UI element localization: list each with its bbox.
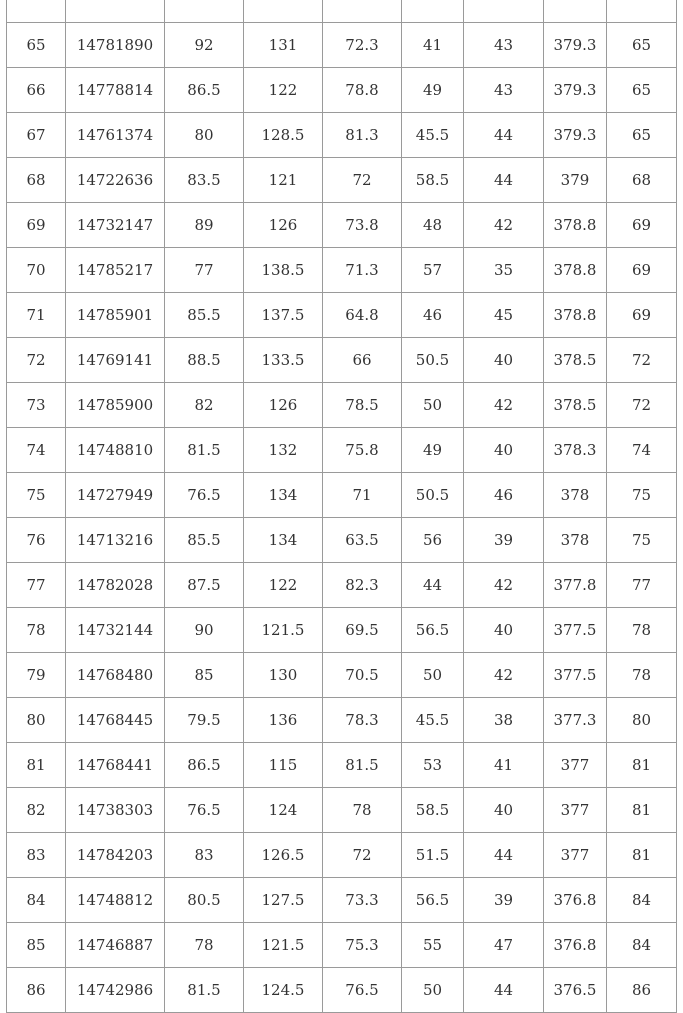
score-table: [6, 0, 677, 1013]
total-cell: 378.3: [544, 428, 607, 473]
id-cell: 14769141: [66, 338, 165, 383]
rank-cell: 75: [7, 473, 66, 518]
position-cell: 69: [607, 293, 677, 338]
total-cell: 378.8: [544, 293, 607, 338]
score-cell: 39: [464, 518, 544, 563]
position-cell: 84: [607, 923, 677, 968]
score-cell: 51.5: [402, 833, 464, 878]
score-cell: 48: [402, 203, 464, 248]
score-cell: 44: [464, 113, 544, 158]
total-cell: 378.5: [544, 338, 607, 383]
table-row: [7, 698, 677, 743]
table-row: [7, 608, 677, 653]
score-cell: 86.5: [165, 743, 244, 788]
total-cell: 379: [544, 158, 607, 203]
table-row: [7, 833, 677, 878]
position-cell: 86: [607, 968, 677, 1013]
score-cell: 44: [464, 158, 544, 203]
score-cell: 44: [464, 968, 544, 1013]
score-cell: 40: [464, 338, 544, 383]
score-cell: 136: [244, 698, 323, 743]
table-row: [7, 158, 677, 203]
score-cell: 76.5: [165, 788, 244, 833]
id-cell: 14732147: [66, 203, 165, 248]
score-cell: 44: [464, 833, 544, 878]
score-cell: 80.5: [165, 878, 244, 923]
table-cell: [66, 0, 165, 23]
position-cell: 81: [607, 833, 677, 878]
rank-cell: 69: [7, 203, 66, 248]
position-cell: 80: [607, 698, 677, 743]
id-cell: 14768445: [66, 698, 165, 743]
score-cell: 82: [165, 383, 244, 428]
table-row: [7, 248, 677, 293]
score-cell: 83.5: [165, 158, 244, 203]
score-cell: 56.5: [402, 608, 464, 653]
table-cell: [323, 0, 402, 23]
score-cell: 89: [165, 203, 244, 248]
score-cell: 41: [402, 23, 464, 68]
score-cell: 70.5: [323, 653, 402, 698]
total-cell: 378.8: [544, 248, 607, 293]
score-cell: 73.8: [323, 203, 402, 248]
rank-cell: 66: [7, 68, 66, 113]
rank-cell: 73: [7, 383, 66, 428]
table-row: [7, 653, 677, 698]
position-cell: 75: [607, 518, 677, 563]
score-cell: 81.5: [165, 968, 244, 1013]
score-cell: 124: [244, 788, 323, 833]
id-cell: 14713216: [66, 518, 165, 563]
id-cell: 14778814: [66, 68, 165, 113]
score-cell: 85.5: [165, 518, 244, 563]
rank-cell: 79: [7, 653, 66, 698]
score-cell: 78: [323, 788, 402, 833]
id-cell: 14727949: [66, 473, 165, 518]
rank-cell: 77: [7, 563, 66, 608]
total-cell: 378: [544, 518, 607, 563]
position-cell: 65: [607, 68, 677, 113]
position-cell: 72: [607, 383, 677, 428]
score-cell: 45: [464, 293, 544, 338]
score-cell: 75.8: [323, 428, 402, 473]
table-cell: [244, 0, 323, 23]
table-row: [7, 68, 677, 113]
score-cell: 56: [402, 518, 464, 563]
id-cell: 14742986: [66, 968, 165, 1013]
score-cell: 83: [165, 833, 244, 878]
id-cell: 14732144: [66, 608, 165, 653]
score-cell: 50: [402, 383, 464, 428]
id-cell: 14722636: [66, 158, 165, 203]
total-cell: 378.8: [544, 203, 607, 248]
score-cell: 43: [464, 23, 544, 68]
score-cell: 88.5: [165, 338, 244, 383]
score-cell: 76.5: [165, 473, 244, 518]
rank-cell: 80: [7, 698, 66, 743]
score-cell: 46: [402, 293, 464, 338]
score-cell: 122: [244, 68, 323, 113]
score-cell: 64.8: [323, 293, 402, 338]
table-row: [7, 203, 677, 248]
score-cell: 134: [244, 518, 323, 563]
score-cell: 39: [464, 878, 544, 923]
table-row: [7, 563, 677, 608]
id-cell: 14785217: [66, 248, 165, 293]
id-cell: 14746887: [66, 923, 165, 968]
id-cell: 14768441: [66, 743, 165, 788]
score-cell: 45.5: [402, 698, 464, 743]
id-cell: 14748810: [66, 428, 165, 473]
table-row: [7, 743, 677, 788]
score-cell: 42: [464, 383, 544, 428]
table-cell: [7, 0, 66, 23]
table-row-top-stub: [7, 0, 677, 23]
score-cell: 126.5: [244, 833, 323, 878]
table-row: [7, 428, 677, 473]
score-cell: 40: [464, 608, 544, 653]
table-row: [7, 878, 677, 923]
total-cell: 377.5: [544, 653, 607, 698]
total-cell: 377: [544, 743, 607, 788]
id-cell: 14761374: [66, 113, 165, 158]
score-cell: 49: [402, 68, 464, 113]
position-cell: 69: [607, 203, 677, 248]
rank-cell: 67: [7, 113, 66, 158]
score-cell: 72: [323, 158, 402, 203]
total-cell: 378: [544, 473, 607, 518]
score-cell: 85: [165, 653, 244, 698]
score-cell: 76.5: [323, 968, 402, 1013]
position-cell: 77: [607, 563, 677, 608]
table-row: [7, 23, 677, 68]
total-cell: 376.5: [544, 968, 607, 1013]
score-cell: 46: [464, 473, 544, 518]
score-cell: 78.3: [323, 698, 402, 743]
table-cell: [464, 0, 544, 23]
table-cell: [402, 0, 464, 23]
table-row: [7, 473, 677, 518]
score-cell: 121.5: [244, 608, 323, 653]
score-cell: 121.5: [244, 923, 323, 968]
total-cell: 379.3: [544, 113, 607, 158]
score-cell: 126: [244, 383, 323, 428]
total-cell: 379.3: [544, 68, 607, 113]
score-cell: 50.5: [402, 473, 464, 518]
table-row: [7, 968, 677, 1013]
rank-cell: 76: [7, 518, 66, 563]
score-cell: 87.5: [165, 563, 244, 608]
rank-cell: 86: [7, 968, 66, 1013]
score-cell: 56.5: [402, 878, 464, 923]
score-cell: 132: [244, 428, 323, 473]
table-row: [7, 518, 677, 563]
score-cell: 81.5: [323, 743, 402, 788]
score-cell: 45.5: [402, 113, 464, 158]
score-cell: 78: [165, 923, 244, 968]
score-cell: 134: [244, 473, 323, 518]
rank-cell: 84: [7, 878, 66, 923]
score-cell: 126: [244, 203, 323, 248]
score-cell: 78.8: [323, 68, 402, 113]
score-cell: 40: [464, 428, 544, 473]
score-cell: 78.5: [323, 383, 402, 428]
score-cell: 75.3: [323, 923, 402, 968]
score-cell: 85.5: [165, 293, 244, 338]
total-cell: 377: [544, 833, 607, 878]
score-cell: 41: [464, 743, 544, 788]
total-cell: 377.8: [544, 563, 607, 608]
score-cell: 42: [464, 203, 544, 248]
score-cell: 50.5: [402, 338, 464, 383]
rank-cell: 65: [7, 23, 66, 68]
score-cell: 53: [402, 743, 464, 788]
score-cell: 81.3: [323, 113, 402, 158]
table-row: [7, 923, 677, 968]
id-cell: 14781890: [66, 23, 165, 68]
score-cell: 50: [402, 653, 464, 698]
score-cell: 50: [402, 968, 464, 1013]
position-cell: 72: [607, 338, 677, 383]
score-cell: 80: [165, 113, 244, 158]
score-cell: 71: [323, 473, 402, 518]
table-row: [7, 338, 677, 383]
score-cell: 58.5: [402, 158, 464, 203]
score-cell: 86.5: [165, 68, 244, 113]
table-cell: [165, 0, 244, 23]
score-cell: 38: [464, 698, 544, 743]
score-cell: 138.5: [244, 248, 323, 293]
table-cell: [607, 0, 677, 23]
score-cell: 42: [464, 563, 544, 608]
score-cell: 43: [464, 68, 544, 113]
rank-cell: 72: [7, 338, 66, 383]
total-cell: 377: [544, 788, 607, 833]
total-cell: 379.3: [544, 23, 607, 68]
score-cell: 73.3: [323, 878, 402, 923]
score-cell: 40: [464, 788, 544, 833]
position-cell: 75: [607, 473, 677, 518]
id-cell: 14748812: [66, 878, 165, 923]
score-cell: 127.5: [244, 878, 323, 923]
score-cell: 35: [464, 248, 544, 293]
rank-cell: 83: [7, 833, 66, 878]
table-row: [7, 788, 677, 833]
score-table-body: [7, 0, 677, 1013]
rank-cell: 82: [7, 788, 66, 833]
table-cell: [544, 0, 607, 23]
position-cell: 68: [607, 158, 677, 203]
score-cell: 81.5: [165, 428, 244, 473]
score-cell: 49: [402, 428, 464, 473]
id-cell: 14738303: [66, 788, 165, 833]
rank-cell: 78: [7, 608, 66, 653]
score-cell: 63.5: [323, 518, 402, 563]
total-cell: 376.8: [544, 923, 607, 968]
score-cell: 71.3: [323, 248, 402, 293]
score-cell: 131: [244, 23, 323, 68]
total-cell: 377.5: [544, 608, 607, 653]
score-cell: 130: [244, 653, 323, 698]
total-cell: 376.8: [544, 878, 607, 923]
score-cell: 128.5: [244, 113, 323, 158]
score-cell: 92: [165, 23, 244, 68]
position-cell: 84: [607, 878, 677, 923]
id-cell: 14785900: [66, 383, 165, 428]
rank-cell: 71: [7, 293, 66, 338]
score-cell: 90: [165, 608, 244, 653]
score-cell: 121: [244, 158, 323, 203]
id-cell: 14782028: [66, 563, 165, 608]
score-cell: 77: [165, 248, 244, 293]
table-row: [7, 383, 677, 428]
total-cell: 377.3: [544, 698, 607, 743]
score-cell: 69.5: [323, 608, 402, 653]
id-cell: 14768480: [66, 653, 165, 698]
position-cell: 65: [607, 23, 677, 68]
score-cell: 79.5: [165, 698, 244, 743]
score-cell: 42: [464, 653, 544, 698]
rank-cell: 81: [7, 743, 66, 788]
table-row: [7, 113, 677, 158]
id-cell: 14784203: [66, 833, 165, 878]
score-cell: 124.5: [244, 968, 323, 1013]
rank-cell: 74: [7, 428, 66, 473]
table-row: [7, 293, 677, 338]
rank-cell: 68: [7, 158, 66, 203]
score-cell: 47: [464, 923, 544, 968]
score-cell: 44: [402, 563, 464, 608]
position-cell: 81: [607, 743, 677, 788]
score-cell: 72.3: [323, 23, 402, 68]
position-cell: 65: [607, 113, 677, 158]
total-cell: 378.5: [544, 383, 607, 428]
score-cell: 72: [323, 833, 402, 878]
position-cell: 74: [607, 428, 677, 473]
score-cell: 122: [244, 563, 323, 608]
rank-cell: 85: [7, 923, 66, 968]
position-cell: 78: [607, 608, 677, 653]
score-cell: 137.5: [244, 293, 323, 338]
score-cell: 133.5: [244, 338, 323, 383]
score-cell: 58.5: [402, 788, 464, 833]
score-cell: 57: [402, 248, 464, 293]
rank-cell: 70: [7, 248, 66, 293]
score-cell: 115: [244, 743, 323, 788]
id-cell: 14785901: [66, 293, 165, 338]
score-cell: 82.3: [323, 563, 402, 608]
position-cell: 78: [607, 653, 677, 698]
score-cell: 55: [402, 923, 464, 968]
score-cell: 66: [323, 338, 402, 383]
position-cell: 81: [607, 788, 677, 833]
position-cell: 69: [607, 248, 677, 293]
